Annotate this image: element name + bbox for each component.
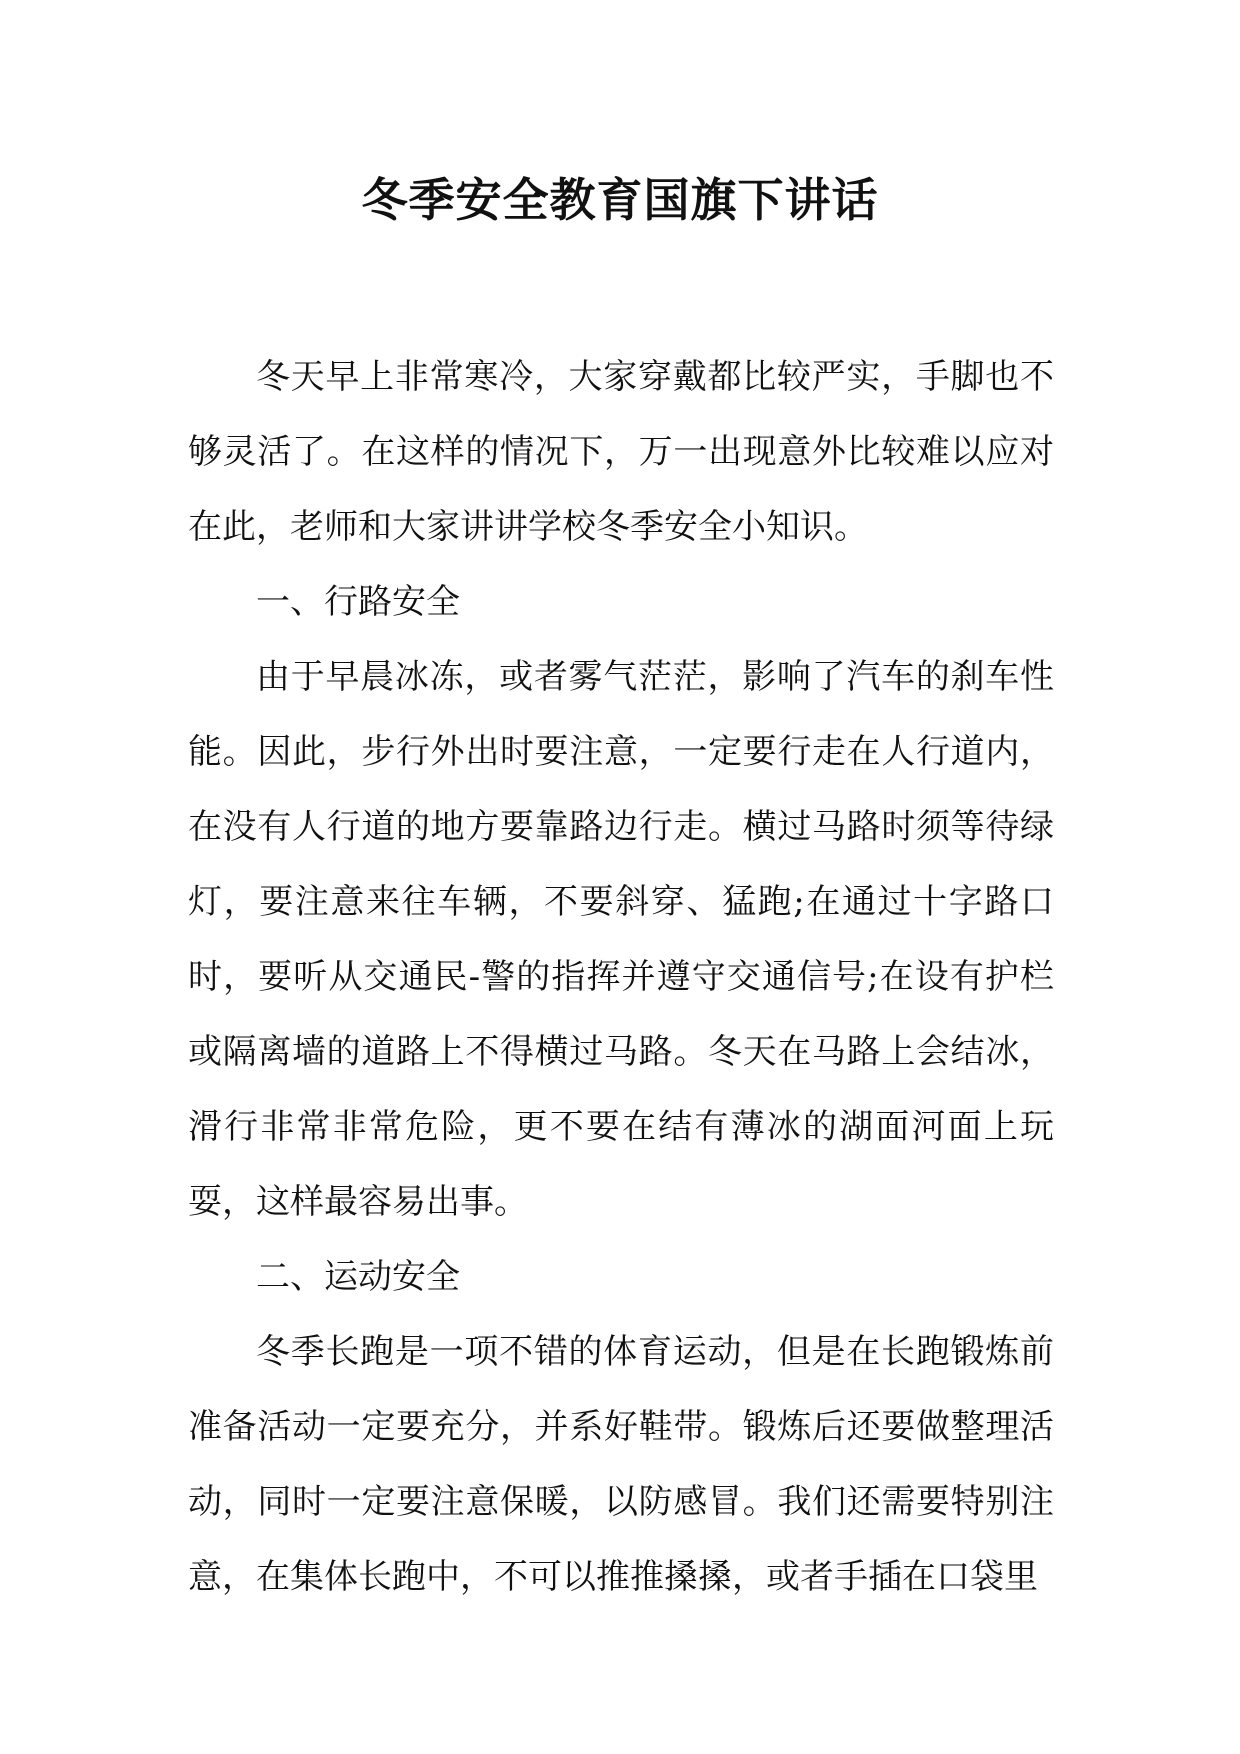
document-body xyxy=(188,340,1054,1615)
paragraph-intro: 冬天早上非常寒冷，大家穿戴都比较严实，手脚也不够灵活了。在这样的情况下，万一出现意外比较难以应对在此，老师和大家讲讲学校冬季安全小知识。 xyxy=(188,357,1054,547)
document-title: 冬季安全教育国旗下讲话 xyxy=(361,173,879,227)
section-heading-walking-safety: 一、行路安全 xyxy=(256,582,460,622)
paragraph-sports-safety: 冬季长跑是一项不错的体育运动，但是在长跑锻炼前准备活动一定要充分，并系好鞋带。锻炼后还要做整理活动，同时一定要注意保暖，以防感冒。我们还需要特别注意，在集体长跑中，不可以推推搡搡，或者手插在口袋里 xyxy=(188,1332,1054,1597)
paragraph-walking-safety: 由于早晨冰冻，或者雾气茫茫，影响了汽车的刹车性能。因此，步行外出时要注意，一定要行走在人行道内，在没有人行道的地方要靠路边行走。横过马路时须等待绿灯，要注意来往车辆，不要斜穿、猛跑;在通过十字路口时，要听从交通民-警的指挥并遵守交通信号;在设有护栏或隔离墙的道路上不得横过马路。冬天在马路上会结冰，滑行非常非常危险，更不要在结有薄冰的湖面河面上玩耍，这样最容易出事。 xyxy=(188,657,1054,1222)
section-heading-sports-safety: 二、运动安全 xyxy=(256,1257,460,1297)
